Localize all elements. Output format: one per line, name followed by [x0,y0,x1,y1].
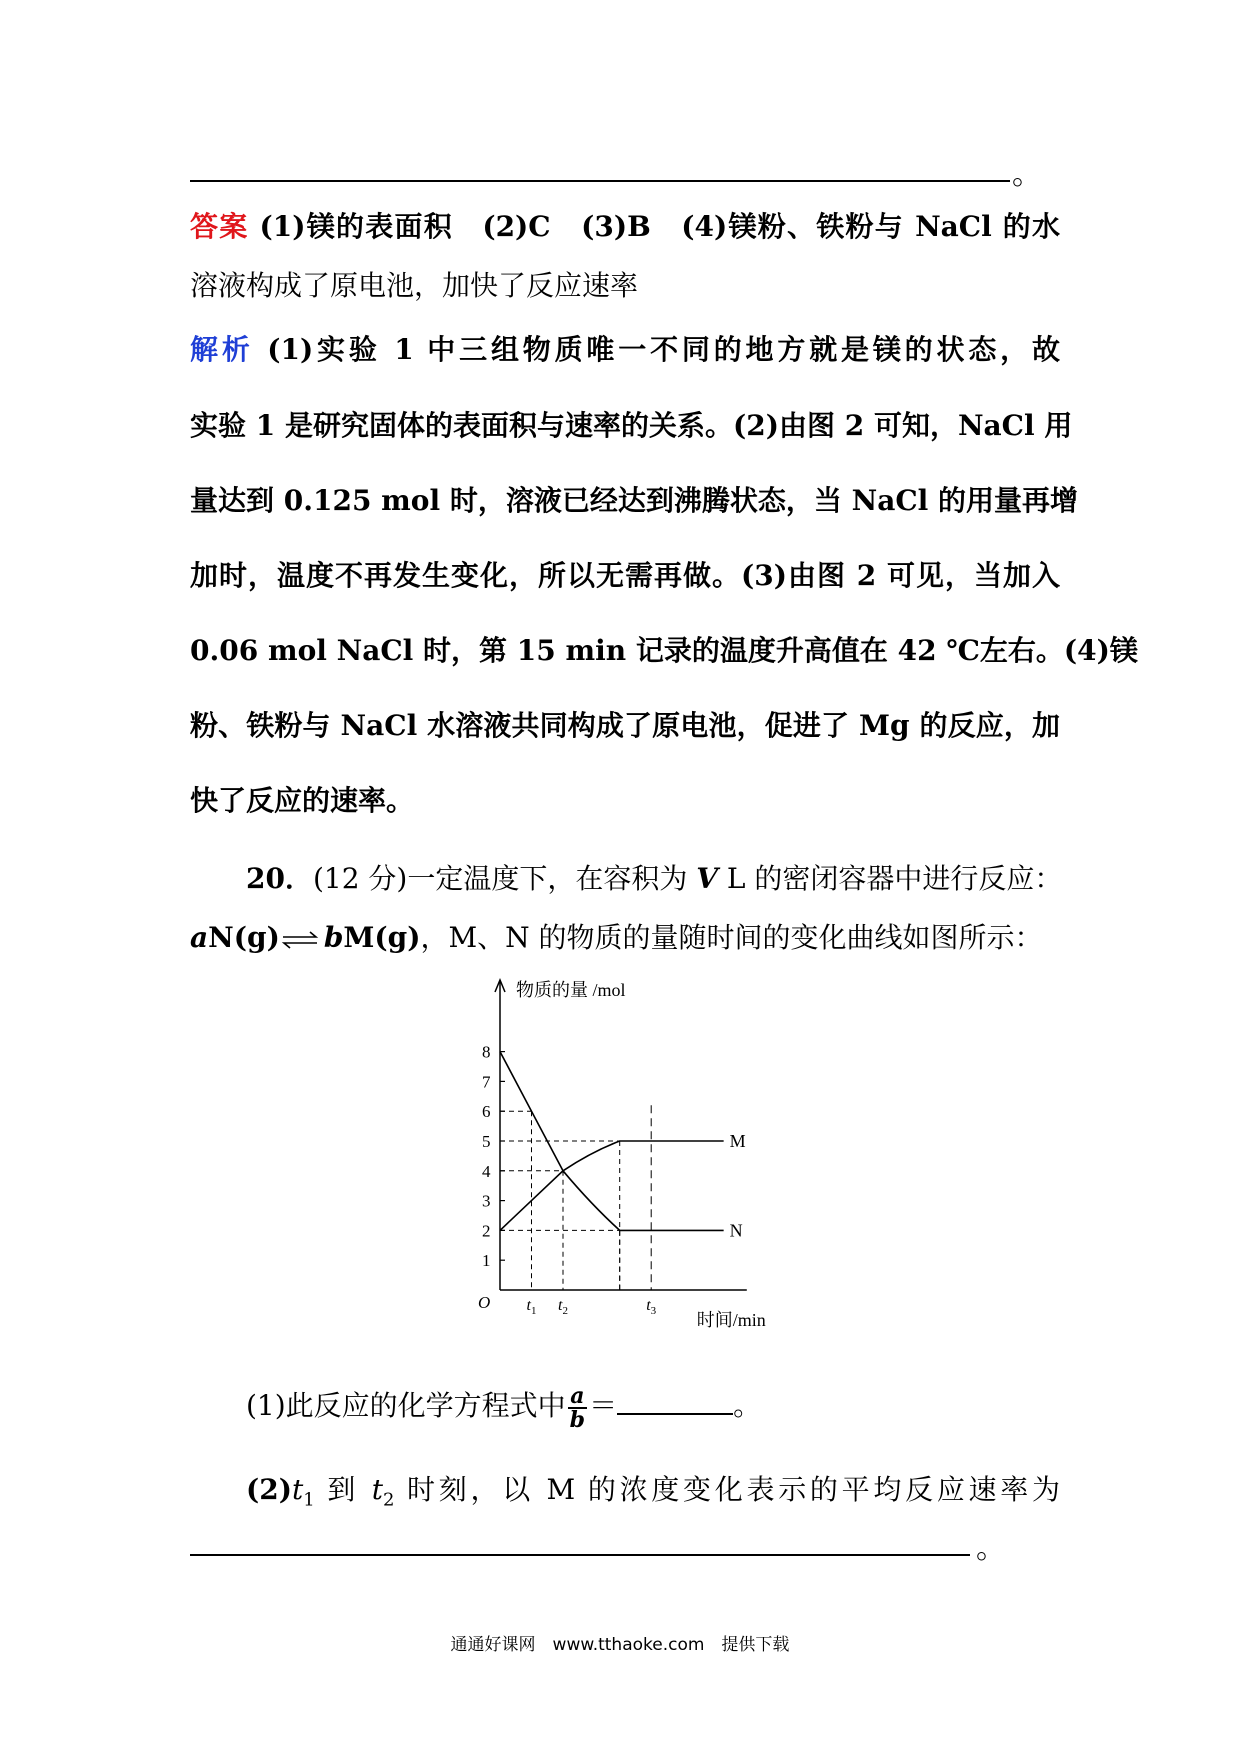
analysis-line-7: 快了反应的速率。 [190,784,415,817]
question-score: (12 分) [312,862,408,895]
sub-question-1-end: 。 [733,1389,762,1422]
sub-question-2-suffix: 时刻，以 M 的浓度变化表示的平均反应速率为 [394,1473,1060,1506]
y-tick-label: 5 [482,1132,491,1151]
footer-source: 通通好课网 www.tthaoke.com 提供下载 [450,1635,790,1655]
question-20-line-1 [190,857,1063,897]
y-tick-label: 1 [482,1251,491,1271]
x-tick-label: $t_2$ [558,1297,568,1317]
series-line-m [500,1141,724,1230]
question-number: 20． [246,862,313,895]
origin-label: O [478,1293,491,1312]
fraction-numerator: a [568,1385,587,1409]
reactant-n: N(g) [208,921,280,954]
line-end-period: 。 [1012,157,1042,192]
y-tick-label: 6 [482,1102,491,1122]
series-label-n: N [729,1220,743,1241]
answer-line-2: 溶液构成了原电池，加快了反应速率 [190,269,639,302]
series-label-m: M [729,1131,746,1151]
sub-question-1-prefix: (1)此反应的化学方程式中 [246,1389,566,1422]
time-t2: t [371,1473,383,1506]
question-stem-c: ，M、N 的物质的量随时间的变化曲线如图所示： [420,921,1043,954]
x-axis-label: 时间/min [696,1310,766,1330]
question-stem-b: L 的密闭容器中进行反应： [718,862,1063,895]
analysis-line-3: 量达到 0.125 mol 时，溶液已经达到沸腾状态，当 NaCl 的用量再增 [190,484,1079,517]
sub-question-2-prefix: (2) [246,1473,292,1506]
amount-vs-time-chart [470,960,850,1350]
answer-blank-line [190,180,1010,182]
sub-question-2-end: 。 [976,1531,1006,1566]
coef-a: a [190,921,209,954]
x-tick-label: $t_1$ [526,1297,537,1317]
analysis-text-1: (1)实验 1 中三组物质唯一不同的地方就是镁的状态，故 [253,333,1060,366]
y-tick-label: 8 [482,1042,491,1062]
answer-blank-2 [190,1554,970,1556]
product-m: M(g) [343,921,421,954]
time-t1-sub: 1 [303,1489,315,1511]
y-axis-label: 物质的量 /mol [516,980,626,1000]
question-20-line-2 [190,916,1060,956]
y-tick-label: 7 [482,1072,491,1092]
analysis-line-1 [190,328,1060,368]
reversible-arrow-icon [280,921,324,954]
answer-line-1 [190,205,1060,245]
answer-blank-1 [617,1387,733,1415]
question-stem-a: 一定温度下，在容积为 [407,862,697,895]
fraction-denominator: b [569,1406,586,1433]
sub-question-1 [190,1384,1060,1431]
volume-var: V [696,862,718,895]
sub-question-2-mid: 到 [314,1473,372,1506]
y-tick-label: 3 [482,1191,491,1211]
analysis-line-6: 粉、铁粉与 NaCl 水溶液共同构成了原电池，促进了 Mg 的反应，加 [190,709,1060,742]
x-tick-label: $t_3$ [646,1297,657,1317]
analysis-line-4: 加时，温度不再发生变化，所以无需再做。(3)由图 2 可见，当加入 [190,559,1060,592]
analysis-line-2: 实验 1 是研究固体的表面积与速率的关系。(2)由图 2 可知，NaCl 用 [190,409,1073,442]
time-t1: t [291,1473,304,1506]
answer-text-1: (1)镁的表面积 (2)C (3)B (4)镁粉、铁粉与 NaCl 的水 [248,210,1060,243]
fraction-a-over-b [568,1382,587,1433]
y-tick-label: 4 [482,1161,491,1181]
coef-b: b [323,921,344,954]
analysis-line-5: 0.06 mol NaCl 时，第 15 min 记录的温度升高值在 42 ℃左右。(4)镁 [190,634,1138,667]
y-tick-label: 2 [482,1221,491,1241]
time-t2-sub: 2 [382,1489,395,1511]
sub-question-2 [190,1468,1060,1511]
answer-label: 答案 [190,210,249,243]
analysis-label: 解析 [190,333,254,366]
equals-sign: ＝ [589,1389,618,1422]
